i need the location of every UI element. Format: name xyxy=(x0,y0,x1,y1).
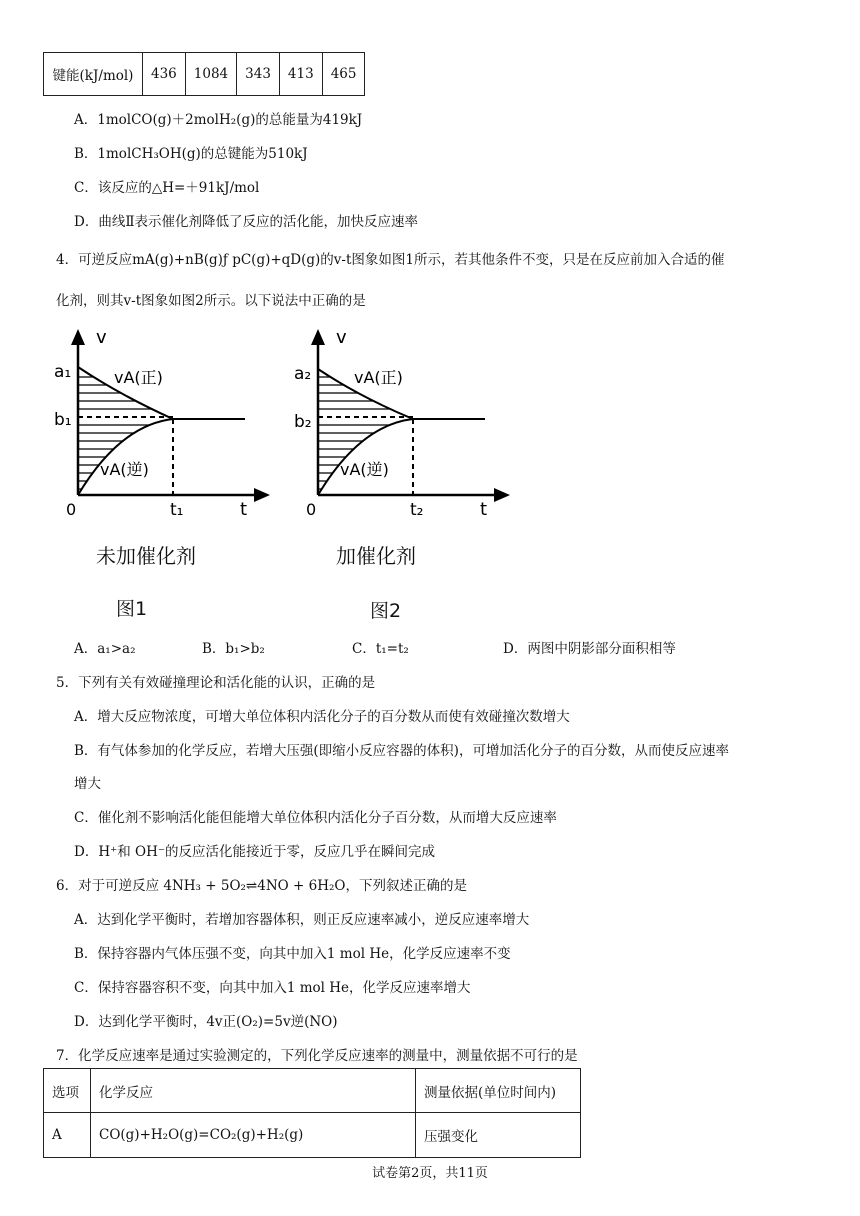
graph1-caption: 未加催化剂 xyxy=(96,544,196,568)
q5-option-b-cont: 增大 xyxy=(74,776,101,792)
q5-option-c: C．催化剂不影响活化能但能增大单位体积内活化分子百分数，从而增大反应速率 xyxy=(74,810,557,826)
vt-graph-1 xyxy=(40,325,300,525)
origin-label: 0 xyxy=(66,500,77,519)
q4-option-d: D．两图中阴影部分面积相等 xyxy=(503,641,676,657)
q3-option-c: C．该反应的△H=＋91kJ/mol xyxy=(74,180,260,196)
table-row xyxy=(44,1069,581,1113)
table-cell: 343 xyxy=(237,53,280,96)
reverse-rate-label: vA(逆) xyxy=(340,460,389,479)
axis-v-label: v xyxy=(96,327,107,348)
table-row xyxy=(44,53,365,96)
axis-t-label: t xyxy=(240,499,248,520)
q4-option-a: A．a₁>a₂ xyxy=(74,641,136,657)
q7-stem: 7．化学反应速率是通过实验测定的，下列化学反应速率的测量中，测量依据不可行的是 xyxy=(56,1048,578,1064)
q6-option-a: A．达到化学平衡时，若增加容器体积，则正反应速率减小，逆反应速率增大 xyxy=(74,912,530,928)
table-header-cell: 测量依据(单位时间内) xyxy=(416,1069,581,1113)
experiment-table xyxy=(43,1068,581,1158)
table-cell: A xyxy=(44,1113,91,1158)
table-cell: 键能(kJ/mol) xyxy=(44,53,143,96)
q5-option-b: B．有气体参加的化学反应，若增大压强(即缩小反应容器的体积)，可增加活化分子的百分数，从而使反应速率 xyxy=(74,743,729,759)
figure2-label: 图2 xyxy=(370,600,402,622)
q6-option-b: B．保持容器内气体压强不变，向其中加入1 mol He，化学反应速率不变 xyxy=(74,946,511,962)
figure1-label: 图1 xyxy=(116,598,148,620)
table-header-cell: 化学反应 xyxy=(91,1069,416,1113)
q5-option-a: A．增大反应物浓度，可增大单位体积内活化分子的百分数从而使有效碰撞次数增大 xyxy=(74,709,570,725)
a1-label: a₁ xyxy=(54,362,72,382)
q4-stem-line1: 4．可逆反应mA(g)+nB(g)ƒ pC(g)+qD(g)的v-t图象如图1所示，若其他条件不变，只是在反应前加入合适的催 xyxy=(56,252,725,268)
table-cell: 1084 xyxy=(185,53,236,96)
table-row xyxy=(44,1113,581,1158)
table-header-cell: 选项 xyxy=(44,1069,91,1113)
q5-option-d: D．H⁺和 OH⁻的反应活化能接近于零，反应几乎在瞬间完成 xyxy=(74,844,435,860)
axis-v-label: v xyxy=(336,327,347,348)
table-cell: 436 xyxy=(143,53,186,96)
q4-option-c: C．t₁=t₂ xyxy=(352,641,409,657)
table-cell: 413 xyxy=(279,53,322,96)
q6-option-d: D．达到化学平衡时，4v正(O₂)=5v逆(NO) xyxy=(74,1014,338,1030)
forward-rate-label: vA(正) xyxy=(114,368,163,387)
q6-option-c: C．保持容器容积不变，向其中加入1 mol He，化学反应速率增大 xyxy=(74,980,471,996)
table-cell: 465 xyxy=(322,53,365,96)
b2-label: b₂ xyxy=(294,412,312,432)
table-cell: 压强变化 xyxy=(416,1113,581,1158)
bond-energy-table xyxy=(43,52,365,96)
axis-t-label: t xyxy=(480,499,488,520)
q5-stem: 5．下列有关有效碰撞理论和活化能的认识，正确的是 xyxy=(56,675,376,691)
t1-label: t₁ xyxy=(170,500,184,520)
origin-label: 0 xyxy=(306,500,317,519)
q3-option-d: D．曲线Ⅱ表示催化剂降低了反应的活化能，加快反应速率 xyxy=(74,214,418,230)
table-cell: CO(g)+H₂O(g)=CO₂(g)+H₂(g) xyxy=(91,1113,416,1158)
q6-stem: 6．对于可逆反应 4NH₃ + 5O₂⇌4NO + 6H₂O，下列叙述正确的是 xyxy=(56,878,467,894)
page-footer: 试卷第2页，共11页 xyxy=(372,1166,488,1181)
q4-stem-line2: 化剂，则其v-t图象如图2所示。以下说法中正确的是 xyxy=(56,293,366,309)
reverse-rate-label: vA(逆) xyxy=(100,460,149,479)
q4-option-b: B．b₁>b₂ xyxy=(202,641,265,657)
q3-option-a: A．1molCO(g)＋2molH₂(g)的总能量为419kJ xyxy=(74,112,363,128)
vt-graph-2 xyxy=(280,325,540,525)
graph2-caption: 加催化剂 xyxy=(336,544,416,568)
q3-option-b: B．1molCH₃OH(g)的总键能为510kJ xyxy=(74,146,308,162)
b1-label: b₁ xyxy=(54,410,72,430)
a2-label: a₂ xyxy=(294,364,312,384)
forward-rate-label: vA(正) xyxy=(354,368,403,387)
t2-label: t₂ xyxy=(410,500,424,520)
